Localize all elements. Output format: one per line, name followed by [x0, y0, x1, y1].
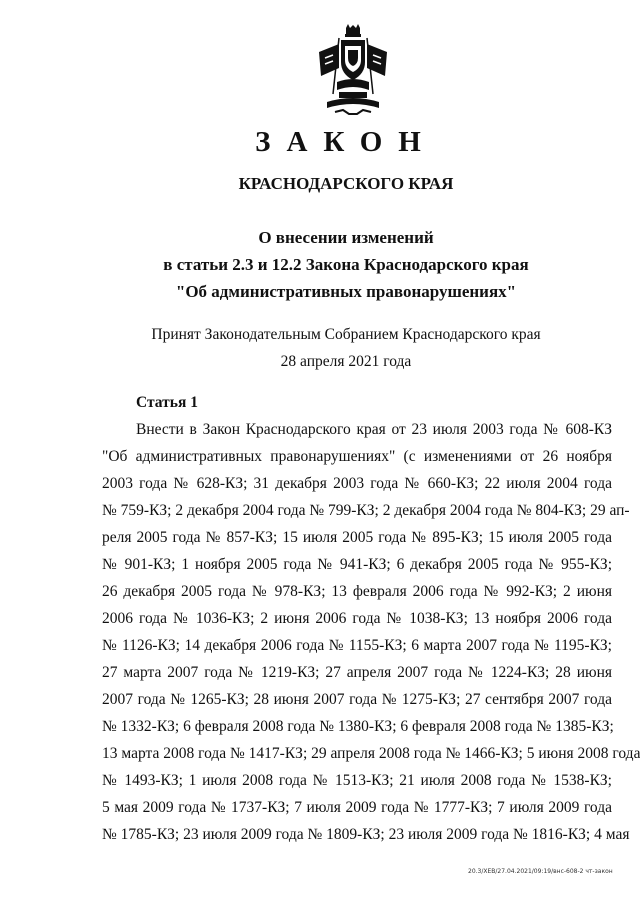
article-text-line: № 1126-КЗ; 14 декабря 2006 года № 1155-КЗ; 6 марта 2007 года № 1195-КЗ; — [102, 637, 612, 654]
article-heading: Статья 1 — [136, 394, 198, 411]
adoption-line-1: Принят Законодательным Собранием Краснодарского края — [151, 326, 541, 343]
article-text-line: № 1493-КЗ; 1 июля 2008 года № 1513-КЗ; 21 июля 2008 года № 1538-КЗ; — [102, 772, 612, 789]
article-text-line: Внести в Закон Краснодарского края от 23 июля 2003 года № 608-КЗ — [136, 421, 612, 438]
article-text-line: № 759-КЗ; 2 декабря 2004 года № 799-КЗ; 2 декабря 2004 года № 804-КЗ; 29 ап- — [102, 502, 630, 519]
subject-line-3: "Об административных правонарушениях" — [175, 282, 517, 301]
article-text-line: 13 марта 2008 года № 1417-КЗ; 29 апреля 2008 года № 1466-КЗ; 5 июня 2008 года — [102, 745, 640, 762]
document-type-title: ЗАКОН — [255, 126, 437, 158]
subject-line-2: в статьи 2.3 и 12.2 Закона Краснодарского края — [163, 255, 529, 274]
article-text-line: 5 мая 2009 года № 1737-КЗ; 7 июля 2009 года № 1777-КЗ; 7 июля 2009 года — [102, 799, 612, 816]
adoption-date: 28 апреля 2021 года — [280, 353, 412, 370]
article-text-line: 2006 года № 1036-КЗ; 2 июня 2006 года № 1038-КЗ; 13 ноября 2006 года — [102, 610, 612, 627]
issuing-authority-title: КРАСНОДАРСКОГО КРАЯ — [238, 174, 454, 193]
article-text-line: "Об административных правонарушениях" (с изменениями от 26 ноября — [102, 448, 612, 465]
article-text-line: № 1785-КЗ; 23 июля 2009 года № 1809-КЗ; 23 июля 2009 года № 1816-КЗ; 4 мая — [102, 826, 630, 843]
article-text-line: 26 декабря 2005 года № 978-КЗ; 13 февраля 2006 года № 992-КЗ; 2 июня — [102, 583, 612, 600]
article-text-line: реля 2005 года № 857-КЗ; 15 июля 2005 года № 895-КЗ; 15 июля 2005 года — [102, 529, 612, 546]
ribbon-icon — [327, 98, 379, 108]
coat-of-arms-emblem — [315, 24, 391, 116]
subject-line-1: О внесении изменений — [258, 228, 434, 247]
article-text-line: 2007 года № 1265-КЗ; 28 июня 2007 года № 1275-КЗ; 27 сентября 2007 года — [102, 691, 612, 708]
article-text-line: № 901-КЗ; 1 ноября 2005 года № 941-КЗ; 6 декабря 2005 года № 955-КЗ; — [102, 556, 612, 573]
document-footer-code: 20.3/ХЕВ/27.04.2021/09:19/внс-608-2 чт-закон — [468, 868, 613, 875]
article-text-line: 2003 года № 628-КЗ; 31 декабря 2003 года № 660-КЗ; 22 июля 2004 года — [102, 475, 612, 492]
article-text-line: № 1332-КЗ; 6 февраля 2008 года № 1380-КЗ; 6 февраля 2008 года № 1385-КЗ; — [102, 718, 614, 735]
article-text-line: 27 марта 2007 года № 1219-КЗ; 27 апреля 2007 года № 1224-КЗ; 28 июня — [102, 664, 612, 681]
crown-icon — [346, 24, 360, 34]
